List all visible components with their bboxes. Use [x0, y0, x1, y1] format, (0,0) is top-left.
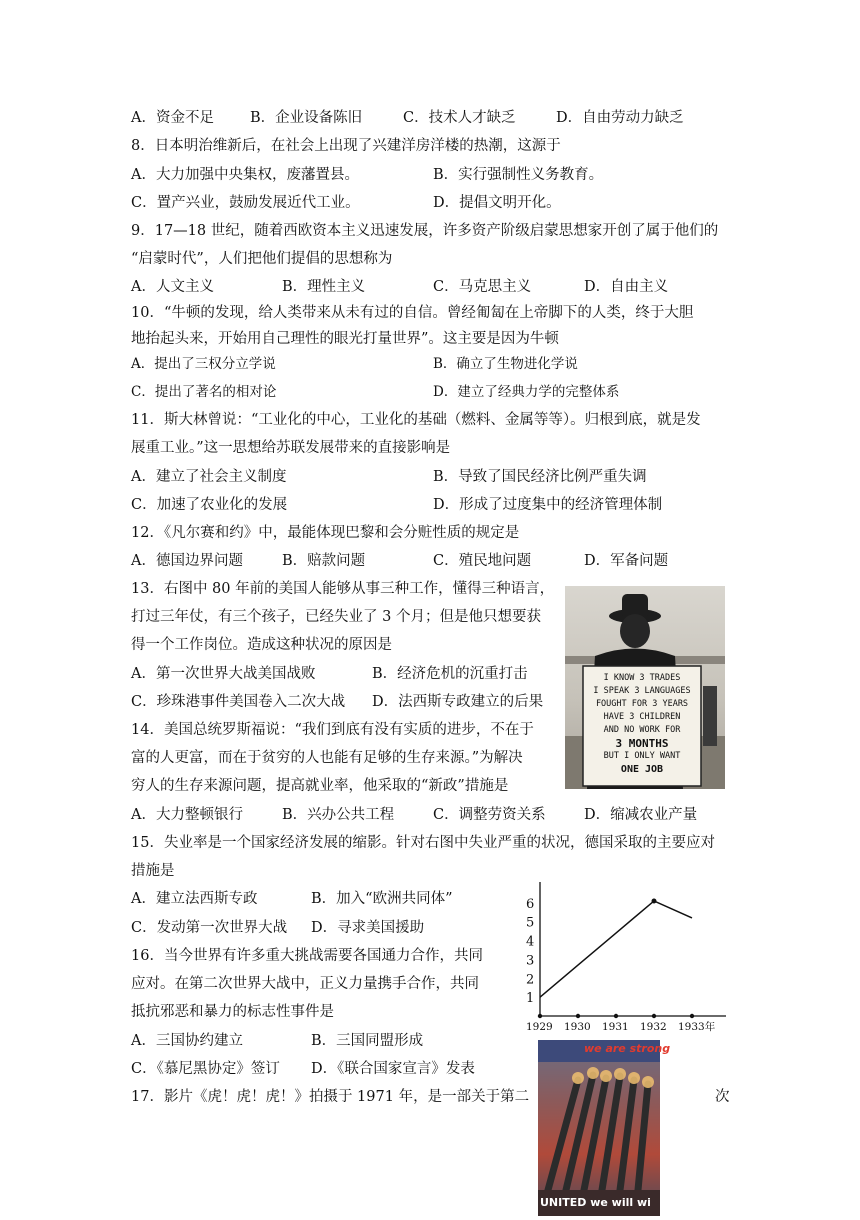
sign-line: HAVE 3 CHILDREN [603, 712, 681, 722]
x-tick-dot [652, 1014, 656, 1018]
y-tick-label: 6 [526, 896, 535, 912]
q7-option-d: D．自由劳动力缺乏 [556, 110, 684, 126]
chart-x-ticks [526, 1014, 716, 1033]
x-tick-label: 1930 [564, 1021, 591, 1033]
q9-stem-line1: 9．17—18 世纪，随着西欧资本主义迅速发展，许多资产阶级启蒙思想家开创了属于他们的 [131, 223, 719, 239]
data-point [652, 898, 657, 903]
chart-series [540, 898, 692, 997]
sign-line: I KNOW 3 TRADES [603, 673, 681, 683]
chart-y-ticks [526, 897, 534, 1006]
q15-stem-line1: 15．失业率是一个国家经济发展的缩影。针对右图中失业严重的状况，德国采取的主要应对 [131, 835, 715, 851]
unemployment-chart [520, 878, 730, 1033]
q15-stem-line2: 措施是 [131, 863, 175, 879]
sign-line: AND NO WORK FOR [603, 725, 681, 735]
q11-option-d: D．形成了过度集中的经济管理体制 [433, 497, 663, 513]
q14-stem-line2: 富的人更富，而在于贫穷的人也能有足够的生存来源。”为解决 [131, 750, 523, 766]
sign-line: I SPEAK 3 LANGUAGES [593, 686, 691, 696]
q15-option-c: C．发动第一次世界大战 [131, 920, 288, 936]
q15-option-d: D．寻求美国援助 [311, 920, 425, 936]
poster-graphic [538, 1040, 660, 1216]
q9-option-d: D．自由主义 [584, 279, 669, 295]
sign-line: FOUGHT FOR 3 YEARS [595, 699, 689, 709]
q9-stem-line2: “启蒙时代”，人们把他们提倡的思想称为 [131, 251, 393, 267]
q10-option-c: C．提出了著名的相对论 [131, 384, 277, 400]
q13-stem-line1: 13．右图中 80 年前的美国人能够从事三种工作，懂得三种语言， [131, 581, 555, 597]
q15-option-b: B．加入“欧洲共同体” [311, 891, 453, 907]
q7-option-c: C．技术人才缺乏 [403, 110, 516, 126]
q13-option-d: D．法西斯专政建立的后果 [372, 694, 544, 710]
q11-stem-line1: 11．斯大林曾说：“工业化的中心，工业化的基础（燃料、金属等等）。归根到底，就是发 [131, 412, 701, 428]
q12-option-b: B．赔款问题 [282, 553, 366, 569]
q12-stem: 12．《凡尔赛和约》中，最能体现巴黎和会分赃性质的规定是 [131, 525, 520, 541]
sign-text [583, 672, 701, 776]
sign-line: BUT I ONLY WANT [603, 751, 681, 761]
y-tick-label: 3 [526, 953, 535, 969]
q10-stem-line2: 地抬起头来，开始用自己理性的眼光打量世界”。这主要是因为牛顿 [131, 331, 559, 347]
q12-option-d: D．军备问题 [584, 553, 669, 569]
q13-option-a: A．第一次世界大战美国战败 [131, 666, 316, 682]
q17-stem-tail: 次 [715, 1089, 730, 1105]
q8-stem: 8．日本明治维新后，在社会上出现了兴建洋房洋楼的热潮，这源于 [131, 138, 561, 154]
x-tick-dot [576, 1014, 580, 1018]
q10-option-a: A．提出了三权分立学说 [131, 356, 276, 372]
chart-axes [540, 882, 726, 1016]
q13-stem-line2: 打过三年仗，有三个孩子，已经失业了 3 个月；但是他只想要获 [131, 609, 541, 625]
q14-option-b: B．兴办公共工程 [282, 807, 395, 823]
q10-option-d: D．建立了经典力学的完整体系 [433, 384, 620, 400]
sign-line: 3 MONTHS [615, 737, 669, 750]
q16-stem-line2: 应对。在第二次世界大战中，正义力量携手合作，共同 [131, 976, 479, 992]
q7-option-a: A．资金不足 [131, 110, 214, 126]
x-tick-dot [690, 1014, 694, 1018]
q11-stem-line2: 展重工业。”这一思想给苏联发展带来的直接影响是 [131, 440, 451, 456]
q8-option-d: D．提倡文明开化。 [433, 195, 561, 211]
q17-stem: 17．影片《虎！虎！虎！》拍摄于 1971 年，是一部关于第二 [131, 1089, 530, 1105]
x-tick-dot [538, 1014, 542, 1018]
y-tick-label: 4 [526, 934, 535, 950]
y-tick-label: 2 [526, 972, 535, 988]
q11-option-c: C．加速了农业化的发展 [131, 497, 288, 513]
x-tick-label: 1933年 [678, 1021, 716, 1033]
q9-option-b: B．理性主义 [282, 279, 366, 295]
q11-option-a: A．建立了社会主义制度 [131, 469, 287, 485]
q14-option-c: C．调整劳资关系 [433, 807, 546, 823]
sign-line: ONE JOB [620, 764, 664, 775]
q12-option-a: A．德国边界问题 [131, 553, 243, 569]
q14-stem-line3: 穷人的生存来源问题，提高就业率，他采取的“新政”措施是 [131, 778, 509, 794]
q16-option-a: A．三国协约建立 [131, 1033, 243, 1049]
q14-stem-line1: 14．美国总统罗斯福说：“我们到底有没有实质的进步，不在于 [131, 722, 534, 738]
q15-option-a: A．建立法西斯专政 [131, 891, 258, 907]
q14-option-d: D．缩减农业产量 [584, 807, 698, 823]
poster-top-text: we are strong [584, 1042, 671, 1055]
q9-option-a: A．人文主义 [131, 279, 214, 295]
q10-option-b: B．确立了生物进化学说 [433, 356, 578, 372]
q10-stem-line1: 10．“牛顿的发现，给人类带来从未有过的自信。曾经匍匐在上帝脚下的人类，终于大胆 [131, 305, 694, 321]
q16-stem-line3: 抵抗邪恶和暴力的标志性事件是 [131, 1004, 334, 1020]
q11-option-b: B．导致了国民经济比例严重失调 [433, 469, 647, 485]
q8-option-c: C．置产兴业，鼓励发展近代工业。 [131, 195, 360, 211]
q12-option-c: C．殖民地问题 [433, 553, 532, 569]
q14-option-a: A．大力整顿银行 [131, 807, 243, 823]
q16-stem-line1: 16．当今世界有许多重大挑战需要各国通力合作，共同 [131, 948, 483, 964]
x-tick-dot [614, 1014, 618, 1018]
q16-option-c: C．《慕尼黑协定》签订 [131, 1061, 280, 1077]
q7-option-b: B．企业设备陈旧 [250, 110, 363, 126]
poster-bottom-text: UNITED we will wi [540, 1196, 651, 1209]
q13-option-c: C．珍珠港事件美国卷入二次大战 [131, 694, 346, 710]
x-tick-label: 1929 [526, 1021, 553, 1033]
q16-option-d: D．《联合国家宣言》发表 [311, 1061, 475, 1077]
unemployment-line [540, 901, 692, 997]
y-tick-label: 1 [526, 991, 535, 1007]
allied-poster-image [538, 1040, 671, 1216]
q13-stem-line3: 得一个工作岗位。造成这种状况的原因是 [131, 637, 392, 653]
x-tick-label: 1932 [640, 1021, 667, 1033]
y-tick-label: 5 [526, 915, 535, 931]
q8-option-a: A．大力加强中央集权，废藩置县。 [131, 167, 359, 183]
q9-option-c: C．马克思主义 [433, 279, 532, 295]
q13-option-b: B．经济危机的沉重打击 [372, 666, 528, 682]
q8-option-b: B．实行强制性义务教育。 [433, 167, 604, 183]
q16-option-b: B．三国同盟形成 [311, 1033, 424, 1049]
unemployed-man-photo [565, 586, 725, 789]
x-tick-label: 1931 [602, 1021, 629, 1033]
